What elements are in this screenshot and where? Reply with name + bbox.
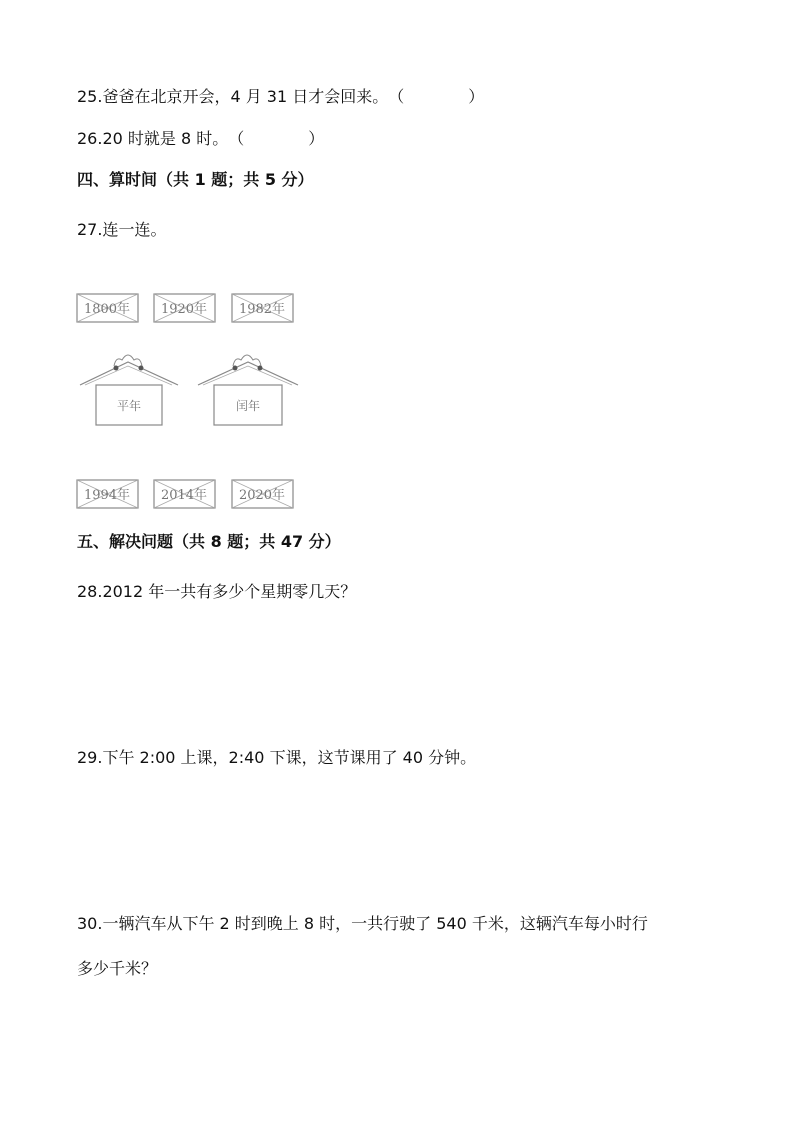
house-common-year[interactable] [80, 355, 178, 425]
envelope-bottom-2[interactable] [154, 480, 215, 508]
envelope-bottom-1-label: 1994年 [83, 488, 131, 503]
envelope-top-2-label: 1920年 [160, 302, 208, 317]
question-29: 29.下午 2:00 上课，2:40 下课，这节课用了 40 分钟。 [77, 748, 477, 767]
house-leap-year-label: 闰年 [235, 399, 261, 413]
question-25-text: 25.爸爸在北京开会，4 月 31 日才会回来。 [77, 87, 389, 106]
house-common-year-label: 平年 [116, 399, 142, 413]
question-26-text: 26.20 时就是 8 时。 [77, 129, 229, 148]
envelope-bottom-1[interactable] [77, 480, 138, 508]
envelope-bottom-2-label: 2014年 [160, 488, 208, 503]
answer-parentheses-26[interactable]: （ ） [228, 129, 325, 148]
question-30-line-2: 多少千米？ [77, 959, 158, 978]
envelope-top-3-label: 1982年 [238, 302, 286, 317]
envelope-top-3[interactable] [232, 294, 293, 322]
envelope-bottom-3[interactable] [232, 480, 293, 508]
envelope-top-2[interactable] [154, 294, 215, 322]
envelope-top-1-label: 1800年 [83, 302, 131, 317]
section-heading-4: 四、算时间（共 1 题；共 5 分） [77, 170, 314, 189]
answer-parentheses-25[interactable]: （ ） [388, 87, 485, 106]
question-30-line-1: 30.一辆汽车从下午 2 时到晚上 8 时，一共行驶了 540 千米，这辆汽车每小时行 [77, 914, 648, 933]
house-leap-year[interactable] [198, 355, 298, 425]
envelope-top-1[interactable] [77, 294, 138, 322]
question-27: 27.连一连。 [77, 220, 167, 239]
section-heading-5: 五、解决问题（共 8 题；共 47 分） [77, 532, 341, 551]
question-28: 28.2012 年一共有多少个星期零几天？ [77, 582, 357, 601]
envelope-bottom-3-label: 2020年 [238, 488, 286, 503]
